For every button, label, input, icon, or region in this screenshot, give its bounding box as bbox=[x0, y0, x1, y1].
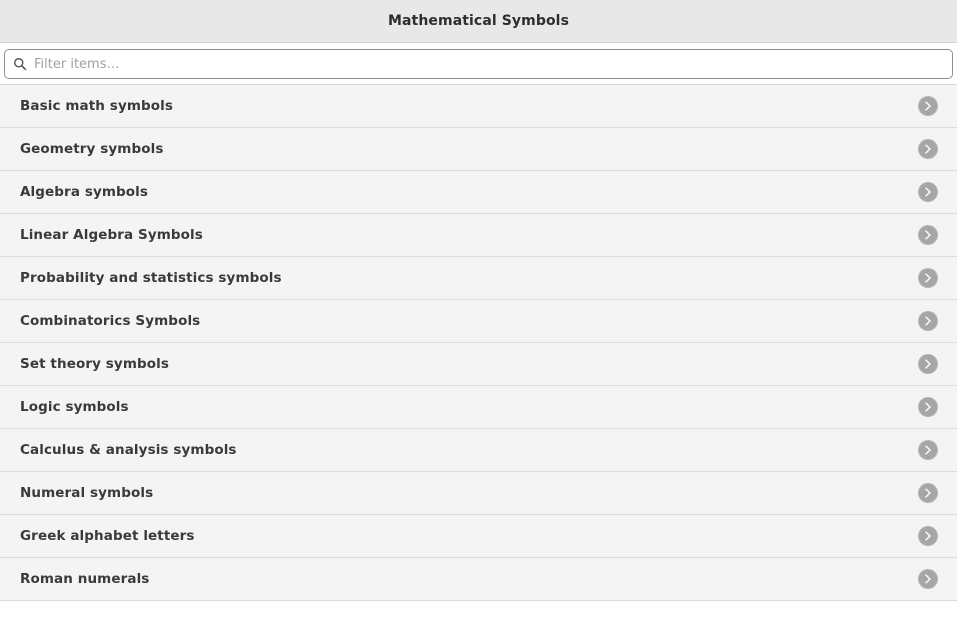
list-item-label: Linear Algebra Symbols bbox=[20, 227, 203, 243]
list-item[interactable] bbox=[0, 515, 957, 558]
category-list bbox=[0, 84, 957, 628]
chevron-right-circle-icon[interactable] bbox=[917, 396, 939, 418]
list-item-label: Geometry symbols bbox=[20, 141, 164, 157]
list-item[interactable] bbox=[0, 128, 957, 171]
chevron-right-circle-icon[interactable] bbox=[917, 224, 939, 246]
list-item-label: Numeral symbols bbox=[20, 485, 154, 501]
list-item[interactable] bbox=[0, 429, 957, 472]
list-item[interactable] bbox=[0, 171, 957, 214]
search-icon bbox=[13, 57, 34, 71]
chevron-right-circle-icon[interactable] bbox=[917, 95, 939, 117]
chevron-right-circle-icon[interactable] bbox=[917, 267, 939, 289]
search-input[interactable] bbox=[34, 57, 944, 72]
list-item-label: Calculus & analysis symbols bbox=[20, 442, 237, 458]
list-item-label: Greek alphabet letters bbox=[20, 528, 195, 544]
list-item-label: Logic symbols bbox=[20, 399, 129, 415]
list-item-label: Set theory symbols bbox=[20, 356, 169, 372]
chevron-right-circle-icon[interactable] bbox=[917, 310, 939, 332]
list-item-label: Combinatorics Symbols bbox=[20, 313, 201, 329]
chevron-right-circle-icon[interactable] bbox=[917, 568, 939, 590]
list-item[interactable] bbox=[0, 472, 957, 515]
list-item-label: Roman numerals bbox=[20, 571, 150, 587]
list-item[interactable] bbox=[0, 85, 957, 128]
list-item[interactable] bbox=[0, 343, 957, 386]
list-item[interactable] bbox=[0, 386, 957, 429]
window-header bbox=[0, 0, 957, 43]
page-title: Mathematical Symbols bbox=[387, 13, 570, 29]
chevron-right-circle-icon[interactable] bbox=[917, 353, 939, 375]
search-bar bbox=[0, 43, 957, 84]
search-box[interactable] bbox=[4, 49, 953, 79]
list-item[interactable] bbox=[0, 257, 957, 300]
list-item-label: Algebra symbols bbox=[20, 184, 149, 200]
chevron-right-circle-icon[interactable] bbox=[917, 439, 939, 461]
list-item-label: Probability and statistics symbols bbox=[20, 270, 282, 286]
chevron-right-circle-icon[interactable] bbox=[917, 525, 939, 547]
list-item[interactable] bbox=[0, 558, 957, 601]
list-item[interactable] bbox=[0, 214, 957, 257]
chevron-right-circle-icon[interactable] bbox=[917, 482, 939, 504]
list-item[interactable] bbox=[0, 300, 957, 343]
list-item-label: Basic math symbols bbox=[20, 98, 174, 114]
chevron-right-circle-icon[interactable] bbox=[917, 138, 939, 160]
chevron-right-circle-icon[interactable] bbox=[917, 181, 939, 203]
